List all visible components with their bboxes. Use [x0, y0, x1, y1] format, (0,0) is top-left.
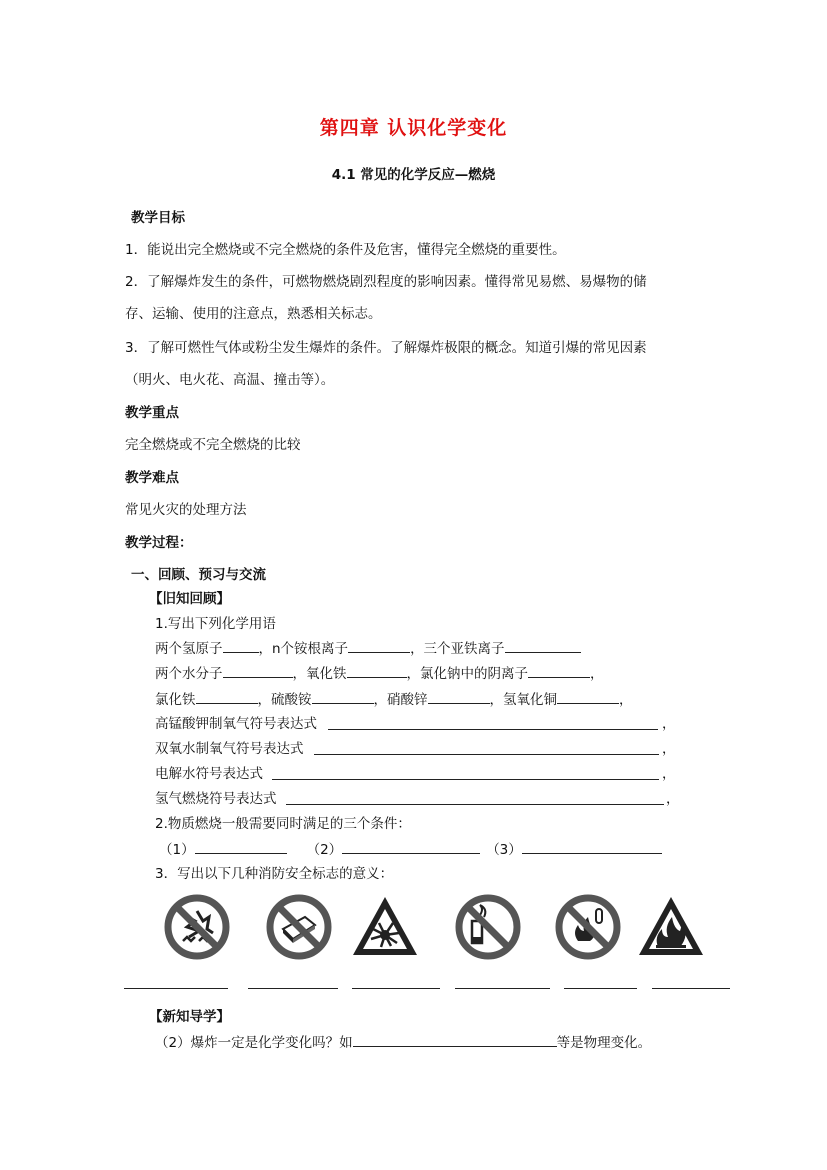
sign-answer-blank[interactable] [564, 988, 637, 989]
equation-electrolysis-label: 电解水符号表达式 [155, 766, 263, 782]
key-heading: 教学重点 [125, 405, 179, 421]
question-3: 3．写出以下几种消防安全标志的意义： [155, 866, 394, 882]
equation-kmno4-blank[interactable] [328, 729, 658, 730]
label-chloride-ion: ，氯化钠中的阴离子 [406, 666, 528, 682]
no-fireworks-icon [265, 893, 333, 961]
difficulty-heading: 教学难点 [125, 470, 179, 486]
condition-3-blank[interactable] [522, 840, 662, 854]
answer-blank[interactable] [196, 690, 258, 704]
condition-1-blank[interactable] [195, 840, 287, 854]
question-explosion-prefix: （2）爆炸一定是化学变化吗？如 [155, 1035, 353, 1051]
question-2: 2.物质燃烧一般需要同时满足的三个条件： [155, 816, 411, 832]
part1-heading: 一、回顾、预习与交流 [131, 567, 266, 583]
no-smoking-icon [454, 893, 522, 961]
condition-2-label: （2） [306, 842, 343, 858]
goal-3a: 3．了解可燃性气体或粉尘发生爆炸的条件。了解爆炸极限的概念。知道引爆的常见因素 [125, 340, 647, 356]
comma: ， [662, 741, 676, 757]
goals-heading: 教学目标 [131, 210, 185, 226]
answer-blank[interactable] [528, 664, 590, 678]
answer-blank[interactable] [505, 639, 581, 653]
label-ammonium-sulfate: ，硫酸铵 [257, 692, 312, 708]
answer-blank[interactable] [428, 690, 490, 704]
label-copper-hydroxide: ，氢氧化铜 [489, 692, 557, 708]
sign-answer-blank[interactable] [352, 988, 440, 989]
sign-answer-blank[interactable] [652, 988, 730, 989]
equation-h2-burn-label: 氢气燃烧符号表达式 [155, 791, 277, 807]
goal-2b: 存、运输、使用的注意点，熟悉相关标志。 [125, 306, 382, 322]
review-heading: 【旧知回顾】 [149, 591, 230, 607]
comma: ， [619, 692, 633, 708]
label-ferric-chloride: 氯化铁 [155, 692, 196, 708]
explosion-answer-blank[interactable] [353, 1033, 557, 1047]
key-text: 完全燃烧或不完全燃烧的比较 [125, 437, 301, 453]
answer-blank[interactable] [312, 690, 374, 704]
label-ammonium-ions: ，n个铵根离子 [258, 641, 349, 657]
question-1: 1.写出下列化学用语 [155, 616, 276, 632]
label-two-h-atoms: 两个氢原子 [155, 641, 223, 657]
sign-answer-blank[interactable] [124, 988, 228, 989]
goal-2a: 2．了解爆炸发生的条件，可燃物燃烧剧烈程度的影响因素。懂得常见易燃、易爆物的储 [125, 274, 647, 290]
equation-electrolysis-blank[interactable] [272, 779, 659, 780]
condition-2-blank[interactable] [342, 840, 480, 854]
no-stacking-flammables-icon [163, 893, 231, 961]
answer-blank[interactable] [347, 664, 407, 678]
process-heading: 教学过程： [125, 535, 193, 551]
flammable-warning-icon [636, 893, 706, 959]
comma: ， [590, 666, 604, 682]
answer-blank[interactable] [223, 639, 259, 653]
review-row-3 [155, 690, 633, 709]
chapter-title: 第四章 认识化学变化 [319, 117, 508, 139]
equation-h2o2-blank[interactable] [314, 754, 659, 755]
label-iron-oxide: ，氧化铁 [292, 666, 347, 682]
question-explosion [155, 1033, 651, 1052]
label-zinc-nitrate: ，硝酸锌 [373, 692, 428, 708]
new-knowledge-heading: 【新知导学】 [149, 1009, 230, 1025]
sign-answer-blank[interactable] [248, 988, 338, 989]
equation-h2o2-label: 双氧水制氧气符号表达式 [155, 741, 304, 757]
equation-h2-burn-blank[interactable] [286, 804, 664, 805]
question-explosion-suffix: 等是物理变化。 [556, 1035, 652, 1051]
goal-3b: （明火、电火花、高温、撞击等）。 [125, 372, 335, 388]
conditions-row [159, 840, 662, 859]
comma: ， [662, 716, 676, 732]
difficulty-text: 常见火灾的处理方法 [125, 502, 247, 518]
answer-blank[interactable] [557, 690, 619, 704]
label-ferrous-ions: ，三个亚铁离子 [410, 641, 505, 657]
review-row-2 [155, 664, 604, 683]
comma: ， [662, 766, 676, 782]
explosive-warning-icon [350, 893, 420, 959]
condition-3-label: （3） [486, 842, 522, 858]
answer-blank[interactable] [223, 664, 293, 678]
review-row-1 [155, 639, 581, 658]
no-open-flame-icon [554, 893, 622, 961]
label-water-molecules: 两个水分子 [155, 666, 223, 682]
condition-1-label: （1） [159, 842, 195, 858]
goal-1: 1．能说出完全燃烧或不完全燃烧的条件及危害，懂得完全燃烧的重要性。 [125, 242, 566, 258]
equation-kmno4-label: 高锰酸钾制氧气符号表达式 [155, 716, 317, 732]
comma: ， [666, 791, 680, 807]
answer-blank[interactable] [348, 639, 410, 653]
sign-answer-blank[interactable] [455, 988, 550, 989]
section-title: 4.1 常见的化学反应—燃烧 [331, 167, 496, 183]
